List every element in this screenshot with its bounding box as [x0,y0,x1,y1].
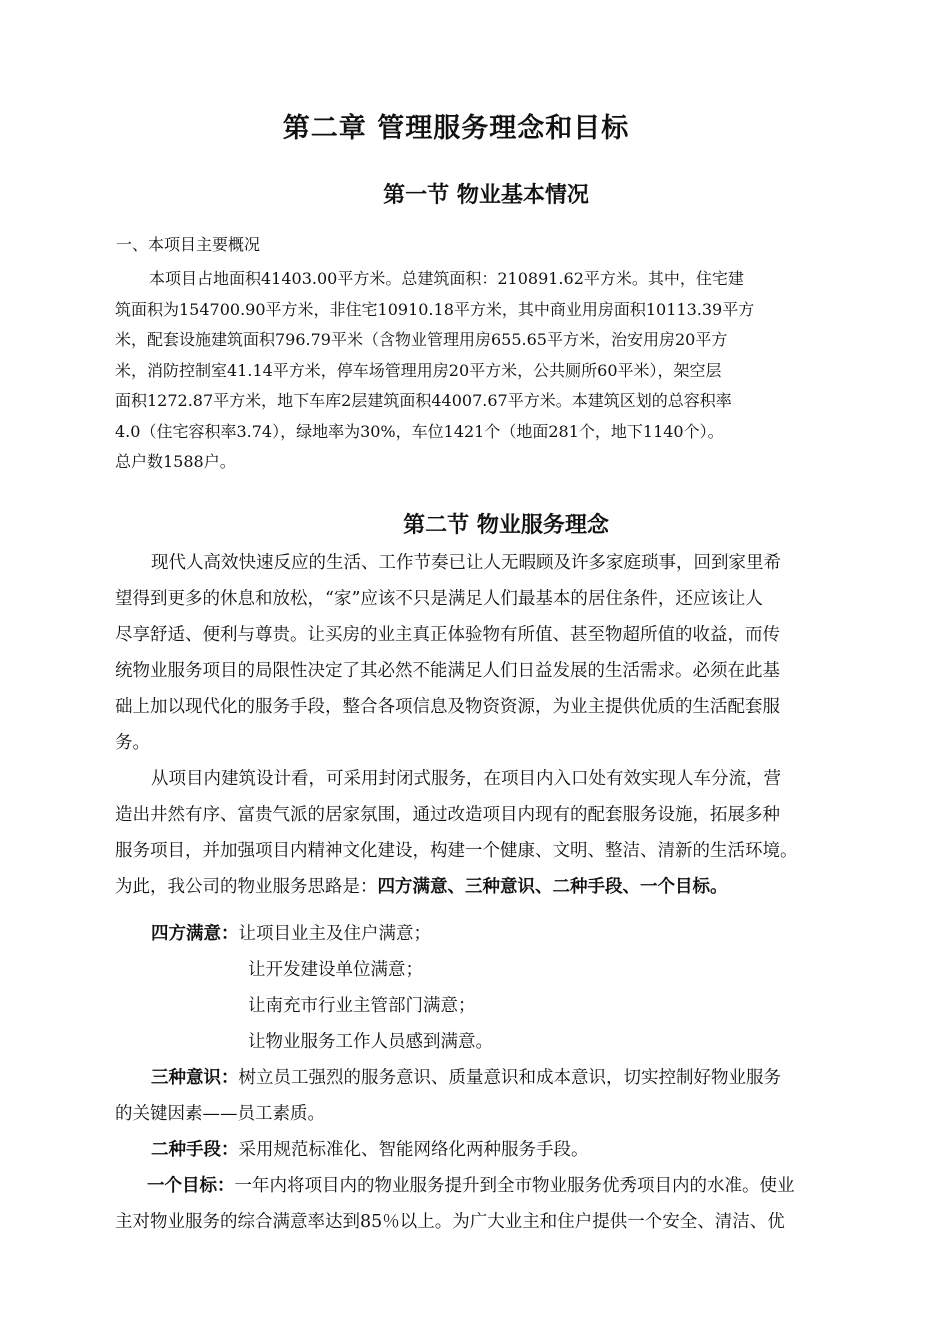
text-line: 现代人高效快速反应的生活、工作节奏已让人无暇顾及许多家庭琐事，回到家里希 [151,553,781,573]
list-item [115,916,875,952]
list-item-text: 让项目业主及住户满意； [238,924,431,944]
three-awareness-text: 树立员工强烈的服务意识、质量意识和成本意识，切实控制好物业服务 [238,1068,781,1088]
four-satisfaction-label: 四方满意： [151,924,239,944]
text-line: 从项目内建筑设计看，可采用封闭式服务，在项目内入口处有效实现人车分流，营 [151,769,781,789]
text-line: 主对物业服务的综合满意率达到85％以上。为广大业主和住户提供一个安全、清洁、优 [115,1212,785,1232]
text-line: 务。 [115,733,150,753]
three-awareness-label: 三种意识： [151,1068,239,1088]
text-line: 米，消防控制室41.14平方米，停车场管理用房20平方米，公共厕所60平米），架空层 [115,360,722,380]
service-idea-prefix: 为此，我公司的物业服务思路是： [115,877,378,897]
text-line: 本项目占地面积41403.00平方米。总建筑面积：210891.62平方米。其中，住宅建 [149,269,744,288]
text-line: 总户数1588户。 [115,452,236,471]
text-line: 础上加以现代化的服务手段，整合各项信息及物资资源，为业主提供优质的生活配套服 [115,697,780,717]
service-idea-summary: 四方满意、三种意识、二种手段、一个目标。 [377,877,728,897]
paragraph-design-approach [115,761,875,905]
chapter-title: 第二章 管理服务理念和目标 [282,113,630,144]
list-item: 让南充市行业主管部门满意； [248,996,476,1016]
section-title-service-concept: 第二节 物业服务理念 [403,512,609,538]
paragraph-three-awareness [115,1060,875,1132]
text-line: 的关键因素——员工素质。 [115,1104,325,1124]
text-line [115,1060,875,1096]
text-line: 服务项目，并加强项目内精神文化建设，构建一个健康、文明、整洁、清新的生活环境。 [115,841,798,861]
paragraph-project-overview [115,264,859,478]
four-satisfaction-list [115,916,875,1060]
text-line: 米，配套设施建筑面积796.79平米（含物业管理用房655.65平方米，治安用房20平方 [115,330,728,349]
paragraph-modern-life [115,545,875,761]
one-goal-label: 一个目标： [147,1176,235,1196]
text-line [115,1168,875,1204]
text-line: 尽享舒适、便利与尊贵。让买房的业主真正体验物有所值、甚至物超所值的收益，而传 [115,625,780,645]
paragraph-two-means [115,1132,875,1168]
text-line: 4.0（住宅容积率3.74），绿地率为30%，车位1421个（地面281个，地下1140个）。 [115,421,724,441]
list-item: 让物业服务工作人员感到满意。 [248,1032,493,1052]
text-line: 统物业服务项目的局限性决定了其必然不能满足人们日益发展的生活需求。必须在此基 [115,661,780,681]
two-means-text: 采用规范标准化、智能网络化两种服务手段。 [238,1140,589,1160]
list-item: 让开发建设单位满意； [248,960,423,980]
subheading-overview: 一、本项目主要概况 [116,235,261,254]
text-line: 望得到更多的休息和放松，“家”应该不只是满足人们最基本的居住条件，还应该让人 [115,589,763,609]
text-line: 筑面积为154700.90平方米，非住宅10910.18平方米，其中商业用房面积10113.39平方 [115,299,755,319]
paragraph-one-goal [115,1168,875,1240]
one-goal-text: 一年内将项目内的物业服务提升到全市物业服务优秀项目内的水准。使业 [234,1176,795,1196]
section-title-basic-info: 第一节 物业基本情况 [383,182,589,208]
two-means-label: 二种手段： [151,1140,239,1160]
text-line [115,1132,875,1168]
text-line: 造出井然有序、富贵气派的居家氛围，通过改造项目内现有的配套服务设施，拓展多种 [115,805,780,825]
text-line: 面积1272.87平方米，地下车库2层建筑面积44007.67平方米。本建筑区划的总容积率 [115,391,732,410]
text-line [115,869,875,905]
